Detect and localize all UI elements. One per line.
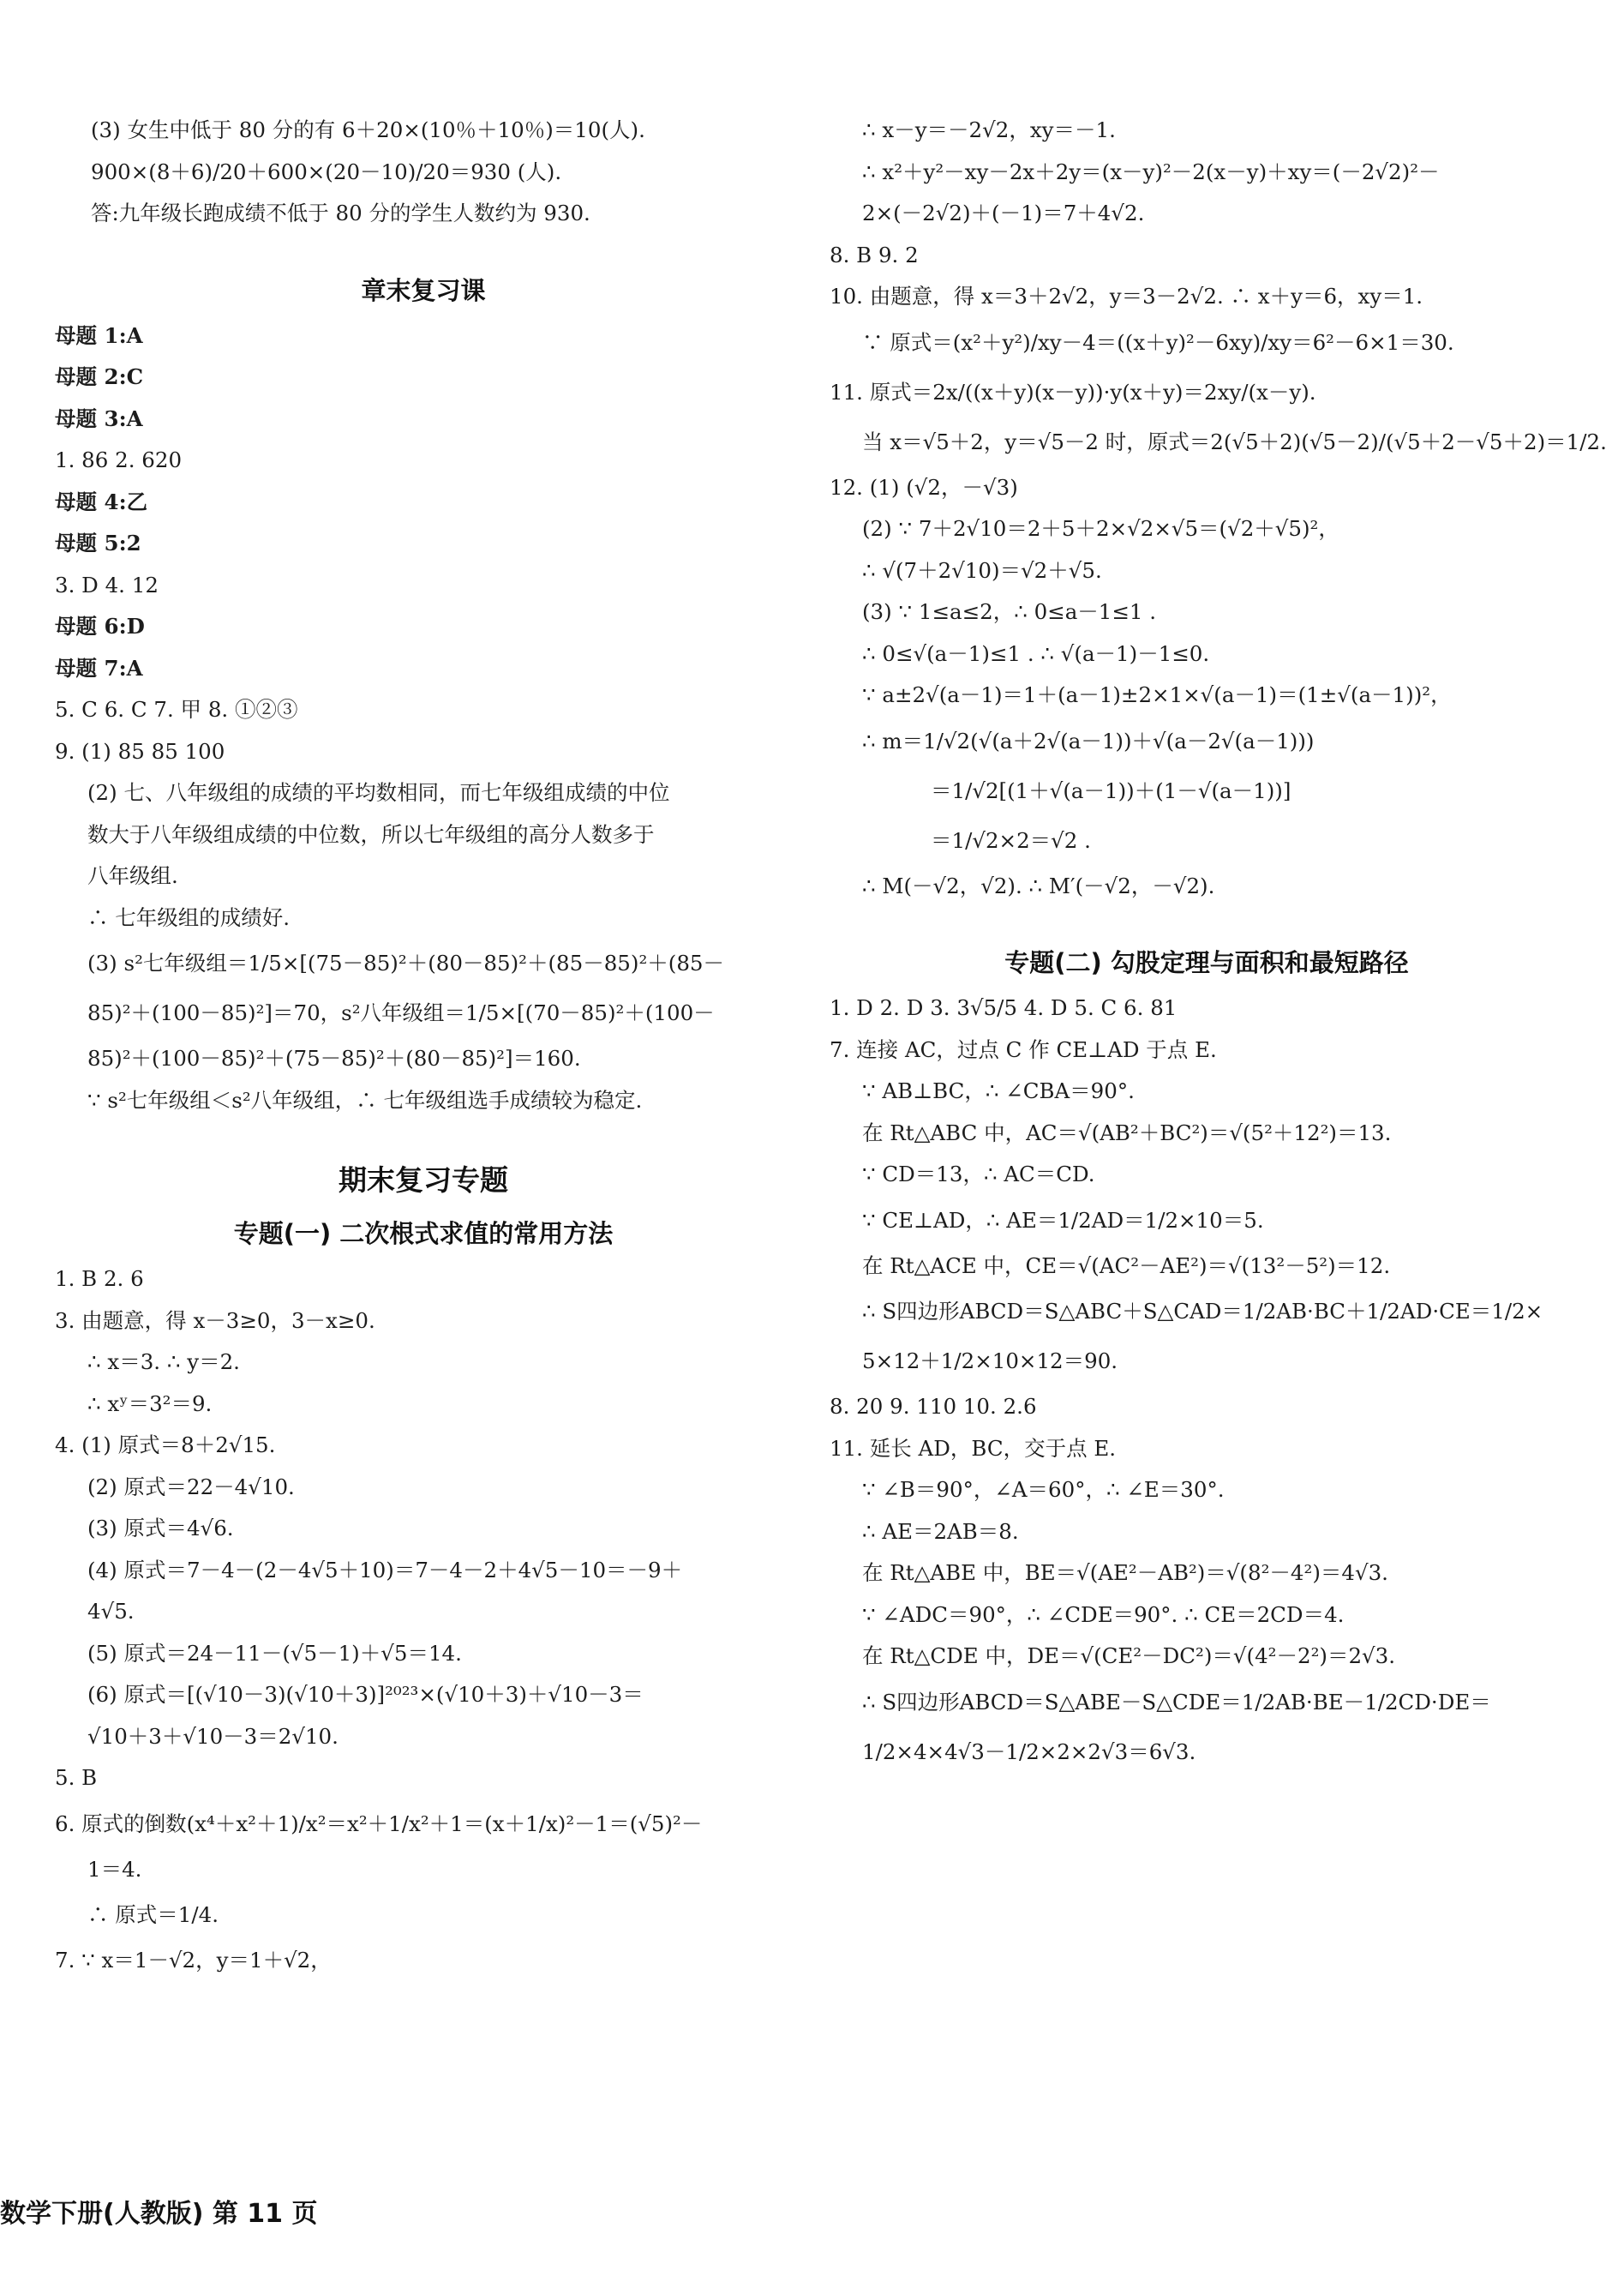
section-heading: 专题(二) 勾股定理与面积和最短路径	[1004, 948, 1409, 977]
answer-line: 1＝4.	[87, 1856, 142, 1882]
answer-line: ＝1/√2×2＝√2 .	[931, 827, 1091, 853]
answer-line: 1/2×4×4√3－1/2×2×2√3＝6√3.	[862, 1739, 1196, 1764]
answer-line: ∴ x²＋y²－xy－2x＋2y＝(x－y)²－2(x－y)＋xy＝(－2√2)²－	[862, 159, 1440, 184]
answer-line: 7. 连接 AC，过点 C 作 CE⊥AD 于点 E.	[830, 1036, 1217, 1062]
answer-line: 8. 20 9. 110 10. 2.6	[830, 1394, 1037, 1419]
page-footer: 数学下册(人教版) 第 11 页	[0, 2199, 318, 2229]
answer-line: 数大于八年级组成绩的中位数，所以七年级组的高分人数多于	[87, 821, 655, 847]
answer-line: ∴ S四边形ABCD＝S△ABE－S△CDE＝1/2AB·BE－1/2CD·DE＝	[862, 1689, 1491, 1715]
answer-line: 6. 原式的倒数(x⁴＋x²＋1)/x²＝x²＋1/x²＋1＝(x＋1/x)²－1＝(√5)²－	[55, 1811, 703, 1836]
answer-line: 85)²＋(100－85)²]＝70，s²八年级组＝1/5×[(70－85)²＋(100－	[87, 1000, 715, 1025]
answer-line: 在 Rt△CDE 中，DE＝√(CE²－DC²)＝√(4²－2²)＝2√3.	[862, 1643, 1396, 1668]
answer-line: (2) ∵ 7＋2√10＝2＋5＋2×√2×√5＝(√2＋√5)²，	[862, 516, 1339, 541]
answer-line: ∵ ∠ADC＝90°，∴ ∠CDE＝90°. ∴ CE＝2CD＝4.	[862, 1601, 1345, 1627]
section-heading: 期末复习专题	[339, 1163, 508, 1197]
answer-line: (2) 七、八年级组的成绩的平均数相同，而七年级组成绩的中位	[87, 780, 670, 805]
answer-line: 母题 6:D	[55, 614, 145, 639]
answer-line: 答:九年级长跑成绩不低于 80 分的学生人数约为 930.	[91, 201, 590, 225]
answer-line: 当 x＝√5＋2，y＝√5－2 时，原式＝2(√5＋2)(√5－2)/(√5＋2－√5＋2)＝1/2.	[862, 429, 1607, 454]
answer-line: (3) ∵ 1≤a≤2，∴ 0≤a－1≤1 .	[862, 599, 1157, 624]
answer-line: ∴ 原式＝1/4.	[87, 1902, 219, 1927]
answer-line: (5) 原式＝24－11－(√5－1)＋√5＝14.	[87, 1640, 462, 1666]
answer-line: 11. 原式＝2x/((x＋y)(x－y))·y(x＋y)＝2xy/(x－y).	[830, 379, 1316, 405]
answer-line: 1. 86 2. 620	[55, 447, 183, 472]
answer-line: 1. D 2. D 3. 3√5/5 4. D 5. C 6. 81	[830, 995, 1178, 1020]
answer-line: 900×(8＋6)/20＋600×(20－10)/20＝930 (人).	[91, 159, 562, 184]
answer-line: 10. 由题意，得 x＝3＋2√2，y＝3－2√2. ∴ x＋y＝6，xy＝1.	[830, 284, 1423, 309]
answer-line: (3) s²七年级组＝1/5×[(75－85)²＋(80－85)²＋(85－85)²＋(85－	[87, 951, 725, 976]
answer-line: ∴ M(－√2，√2). ∴ M′(－√2，－√2).	[862, 873, 1215, 898]
answer-line: 母题 1:A	[55, 322, 143, 348]
answer-line: 85)²＋(100－85)²＋(75－85)²＋(80－85)²]＝160.	[87, 1046, 581, 1071]
answer-line: ∵ 原式＝(x²＋y²)/xy－4＝((x＋y)²－6xy)/xy＝6²－6×1＝30.	[862, 329, 1454, 355]
answer-line: √10＋3＋√10－3＝2√10.	[87, 1723, 339, 1749]
answer-line: 4√5.	[87, 1599, 135, 1624]
answer-line: 母题 7:A	[55, 655, 143, 681]
answer-line: (6) 原式＝[(√10－3)(√10＋3)]²⁰²³×(√10＋3)＋√10－3＝	[87, 1682, 644, 1707]
answer-line: (3) 原式＝4√6.	[87, 1516, 234, 1540]
answer-line: ∴ x－y＝－2√2，xy＝－1.	[862, 117, 1116, 142]
answer-line: ∴ xʸ＝3²＝9.	[87, 1390, 213, 1416]
left-column	[55, 110, 792, 1982]
answer-line: ∴ √(7＋2√10)＝√2＋√5.	[862, 557, 1102, 583]
answer-line: ∴ 0≤√(a－1)≤1 . ∴ √(a－1)－1≤0.	[862, 640, 1210, 666]
answer-line: 11. 延长 AD，BC，交于点 E.	[830, 1435, 1117, 1461]
answer-line: 母题 5:2	[55, 531, 141, 555]
section-heading: 章末复习课	[361, 275, 486, 305]
answer-line: ∵ CE⊥AD，∴ AE＝1/2AD＝1/2×10＝5.	[862, 1207, 1264, 1233]
answer-line: 3. D 4. 12	[55, 572, 159, 598]
answer-line: 在 Rt△ABC 中，AC＝√(AB²＋BC²)＝√(5²＋12²)＝13.	[862, 1120, 1392, 1145]
answer-line: (3) 女生中低于 80 分的有 6＋20×(10％＋10％)＝10(人).	[91, 117, 645, 142]
answer-line: 12. (1) (√2，－√3)	[830, 474, 1018, 500]
answer-line: 7. ∵ x＝1－√2，y＝1＋√2，	[55, 1948, 332, 1973]
answer-line: (2) 原式＝22－4√10.	[87, 1474, 295, 1499]
answer-line: 5×12＋1/2×10×12＝90.	[862, 1348, 1118, 1373]
answer-line: 2×(－2√2)＋(－1)＝7＋4√2.	[862, 201, 1145, 225]
answer-line: 母题 4:乙	[55, 489, 148, 514]
answer-line: ∵ ∠B＝90°，∠A＝60°，∴ ∠E＝30°.	[862, 1477, 1225, 1502]
answer-line: 在 Rt△ACE 中，CE＝√(AC²－AE²)＝√(13²－5²)＝12.	[862, 1252, 1391, 1278]
section-heading: 专题(一) 二次根式求值的常用方法	[233, 1219, 614, 1248]
answer-line: ＝1/√2[(1＋√(a－1))＋(1－√(a－1))]	[931, 778, 1291, 803]
answer-line: 8. B 9. 2	[830, 242, 919, 267]
answer-line: 母题 3:A	[55, 405, 143, 431]
answer-line: ∴ x＝3. ∴ y＝2.	[87, 1349, 240, 1374]
answer-line: (4) 原式＝7－4－(2－4√5＋10)＝7－4－2＋4√5－10＝－9＋	[87, 1557, 683, 1582]
answer-line: 1. B 2. 6	[55, 1266, 144, 1291]
answer-line: ∵ a±2√(a－1)＝1＋(a－1)±2×1×√(a－1)＝(1±√(a－1))²，	[862, 682, 1452, 707]
answer-line: ∴ 七年级组的成绩好.	[87, 904, 291, 930]
answer-line: ∴ AE＝2AB＝8.	[862, 1518, 1019, 1544]
answer-line: 在 Rt△ABE 中，BE＝√(AE²－AB²)＝√(8²－4²)＝4√3.	[862, 1560, 1388, 1585]
answer-line: 9. (1) 85 85 100	[55, 738, 225, 764]
answer-line: ∵ AB⊥BC，∴ ∠CBA＝90°.	[862, 1078, 1135, 1103]
answer-line: ∵ CD＝13，∴ AC＝CD.	[862, 1162, 1095, 1186]
answer-line: 母题 2:C	[55, 364, 144, 389]
right-column	[830, 110, 1607, 1777]
answer-line: ∵ s²七年级组＜s²八年级组，∴ 七年级组选手成绩较为稳定.	[87, 1087, 643, 1113]
answer-line: ∴ m＝1/√2(√(a＋2√(a－1))＋√(a－2√(a－1)))	[862, 728, 1315, 754]
answer-line: ∴ S四边形ABCD＝S△ABC＋S△CAD＝1/2AB·BC＋1/2AD·CE＝1/2×	[862, 1299, 1543, 1324]
answer-line: 4. (1) 原式＝8＋2√15.	[55, 1432, 276, 1457]
answer-line: 3. 由题意，得 x－3≥0，3－x≥0.	[55, 1307, 375, 1333]
answer-line: 5. C 6. C 7. 甲 8. ①②③	[55, 697, 298, 722]
answer-line: 5. B	[55, 1765, 98, 1790]
answer-line: 八年级组.	[87, 863, 178, 888]
